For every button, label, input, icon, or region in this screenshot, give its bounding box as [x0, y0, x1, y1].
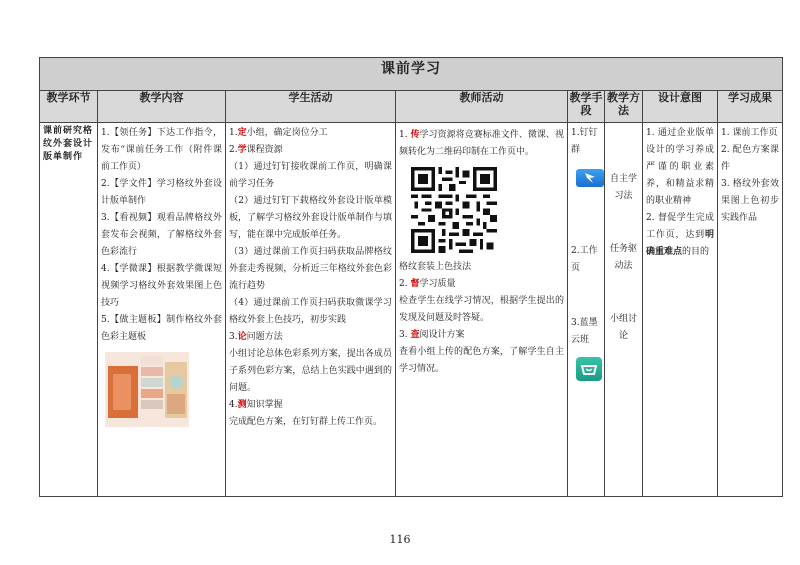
lesson-plan-table — [39, 57, 783, 497]
teaching-method-cell — [605, 123, 643, 497]
content-item: 1.【领任务】下达工作指令，发布“课前任务工作（附件课前工作页） — [101, 128, 222, 172]
header-teaching-method: 教学方法 — [605, 91, 643, 123]
student-step: 小组讨论总体色彩系列方案，提出各成员子系列色彩方案，总结上色实践中遇到的问题。 — [229, 349, 392, 393]
mosoteach-icon — [576, 357, 602, 381]
design-intent-cell: 1. 通过企业版单设计的学习养成严谨的职业素养，和精益求精的职业精神 2. 督促学生完成工作页，达到明确重难点的目的 — [643, 123, 718, 497]
teaching-means-cell — [568, 123, 605, 497]
tool-worksheet-label: 2.工作页 — [571, 246, 598, 273]
header-student-activity: 学生活动 — [226, 91, 396, 123]
keyword-cha: 查 — [410, 330, 420, 340]
tool-dingtalk-label: 1.钉钉群 — [571, 128, 598, 155]
keyword-xue: 学 — [237, 145, 247, 155]
content-item: 4.【学微课】根据教学微课短视频学习格纹外套效果图上色技巧 — [101, 264, 222, 308]
intent-item: 1. 通过企业版单设计的学习养成严谨的职业素养，和精益求精的职业精神 — [646, 128, 714, 206]
page-number: 116 — [389, 533, 411, 546]
student-step: （3）通过课前工作页扫码获取品牌格纹外套走秀视频，分析近三年格纹外套色彩流行趋势 — [229, 247, 392, 291]
learning-outcome-cell — [718, 123, 783, 497]
outcome-item: 2. 配色方案课件 — [721, 145, 779, 172]
student-step: （2）通过钉钉下载格纹外套设计版单模板，了解学习格纹外套设计版单制作与填写，能在课中完成版单任务。 — [229, 196, 392, 240]
teacher-qr-caption: 格纹套装上色技法 — [399, 262, 472, 272]
content-item: 3.【看视频】观看品牌格纹外套发布会视频，了解格纹外套色彩流行 — [101, 213, 222, 257]
method-self-study: 自主学习法 — [609, 174, 637, 201]
color-theme-board-image — [105, 352, 189, 427]
tool-mosoteach-label: 3.蓝墨云班 — [571, 318, 598, 345]
student-step: 完成配色方案，在钉钉群上传工作页。 — [229, 417, 383, 427]
header-teaching-means: 教学手段 — [568, 91, 605, 123]
student-activity-cell: 1.定小组，确定岗位分工 2.学课程资源 （1）通过钉钉接收课前工作页，明确课前学习任务 （2）通过钉钉下载格纹外套设计版单模板，了解学习格纹外套设计版单制作与填写，能在课中完成版单任务。 （3）通过课前工作页扫码获取品牌格纹外套走秀视频，分析近三年格纹外套色彩流行趋势 （4）通过课前工作页扫码获取微课学习格纹外套上色技巧，初步实践 3.论问题方法 小组讨论总体色彩系列方案，提出各成员子系列色彩方案，总结上色实践中遇到的问题。 4.测知识掌握 完成配色方案，在钉钉群上传工作页。 — [226, 123, 396, 497]
header-stage: 教学环节 — [40, 91, 98, 123]
method-task-driven: 任务驱动法 — [609, 244, 637, 271]
keyword-chuan: 传 — [410, 130, 420, 140]
stage-cell — [40, 123, 98, 497]
header-content: 教学内容 — [98, 91, 226, 123]
keyword-lun: 论 — [237, 332, 247, 342]
teacher-step: 查看小组上传的配色方案，了解学生自主学习情况。 — [399, 347, 564, 374]
teacher-step: 检查学生在线学习情况，根据学生提出的发现及问题及时答疑。 — [399, 296, 564, 323]
header-learning-outcome: 学习成果 — [718, 91, 783, 123]
student-step: （4）通过课前工作页扫码获取微课学习格纹外套上色技巧，初步实践 — [229, 298, 392, 325]
outcome-item: 3. 格纹外套效果图上色初步实践作品 — [721, 179, 779, 223]
intent-highlight: 明确重难点 — [646, 230, 714, 257]
qr-code-icon — [411, 167, 497, 253]
header-teacher-activity: 教师活动 — [396, 91, 568, 123]
keyword-ce: 测 — [237, 400, 247, 410]
teacher-activity-cell: 1. 传学习资源将竞赛标准文件、微课、视频转化为二维码印制在工作页中。 格纹套装上色技法 2. 督学习质量 检查学生在线学习情况，根据学生提出的发现及问题及时答疑。 3. 查阅设计方案 查看小组上传的配色方案，了解学生自主学习情况。 — [396, 123, 568, 497]
keyword-ding: 定 — [237, 128, 247, 138]
content-item: 2.【学文件】学习格纹外套设计版单制作 — [101, 179, 222, 206]
method-group-discussion: 小组讨论 — [609, 314, 637, 341]
content-item: 5.【做主题板】制作格纹外套色彩主题板 — [101, 315, 222, 342]
outcome-item: 1. 课前工作页 — [721, 128, 778, 138]
keyword-du: 督 — [410, 279, 420, 289]
student-step: （1）通过钉钉接收课前工作页，明确课前学习任务 — [229, 162, 392, 189]
content-cell — [98, 123, 226, 497]
dingtalk-icon — [576, 169, 604, 187]
table-title: 课前学习 — [40, 58, 783, 91]
header-design-intent: 设计意图 — [643, 91, 718, 123]
stage-text: 课前研究格纹外套设计版单制作 — [43, 126, 94, 162]
